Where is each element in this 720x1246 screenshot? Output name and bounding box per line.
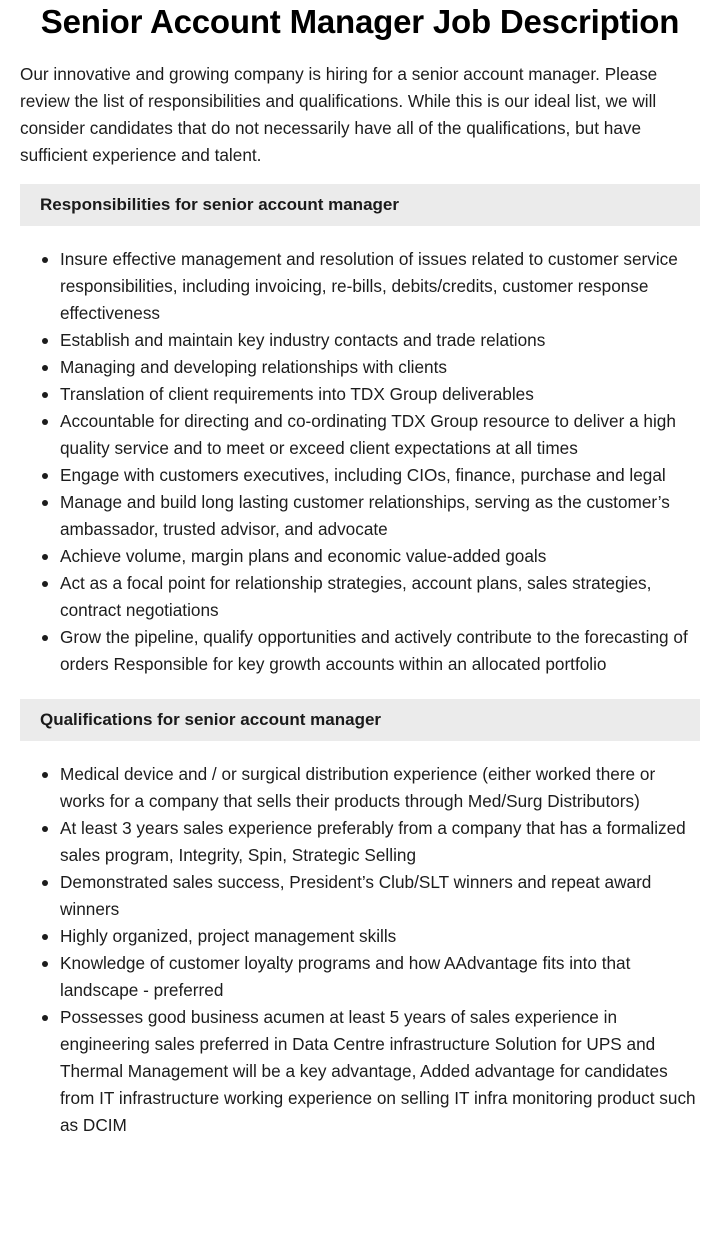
list-item: Insure effective management and resolution of issues related to customer service responsibilities, including invoicing, re-bills, debits/credits, customer response effectiveness [60, 246, 700, 327]
list-item: Accountable for directing and co-ordinating TDX Group resource to deliver a high quality service and to meet or exceed client expectations at all times [60, 408, 700, 462]
list-item: Grow the pipeline, qualify opportunities and actively contribute to the forecasting of orders Responsible for key growth accounts within an allocated portfolio [60, 624, 700, 678]
qualifications-list [20, 761, 700, 1139]
list-item: Engage with customers executives, including CIOs, finance, purchase and legal [60, 462, 700, 489]
list-item: At least 3 years sales experience preferably from a company that has a formalized sales program, Integrity, Spin, Strategic Selling [60, 815, 700, 869]
page-title: Senior Account Manager Job Description [40, 3, 680, 40]
list-item: Highly organized, project management skills [60, 923, 700, 950]
responsibilities-heading: Responsibilities for senior account manager [20, 184, 700, 226]
list-item: Knowledge of customer loyalty programs and how AAdvantage fits into that landscape - preferred [60, 950, 700, 1004]
list-item: Establish and maintain key industry contacts and trade relations [60, 327, 700, 354]
list-item: Act as a focal point for relationship strategies, account plans, sales strategies, contract negotiations [60, 570, 700, 624]
list-item: Achieve volume, margin plans and economic value-added goals [60, 543, 700, 570]
responsibilities-list [20, 246, 700, 678]
list-item: Demonstrated sales success, President’s Club/SLT winners and repeat award winners [60, 869, 700, 923]
intro-paragraph: Our innovative and growing company is hiring for a senior account manager. Please review the list of responsibilities and qualifications. While this is our ideal list, we will consider candidates that do not necessarily have all of the qualifications, but have sufficient experience and talent. [20, 64, 658, 165]
list-item: Possesses good business acumen at least 5 years of sales experience in engineering sales preferred in Data Centre infrastructure Solution for UPS and Thermal Management will be a key advantage, Added advantage for candidates from IT infrastructure working experience on selling IT infra monitoring product such as DCIM [60, 1004, 700, 1139]
list-item: Translation of client requirements into TDX Group deliverables [60, 381, 700, 408]
list-item: Managing and developing relationships with clients [60, 354, 700, 381]
list-item: Manage and build long lasting customer relationships, serving as the customer’s ambassador, trusted advisor, and advocate [60, 489, 700, 543]
qualifications-heading: Qualifications for senior account manager [20, 699, 700, 741]
list-item: Medical device and / or surgical distribution experience (either worked there or works for a company that sells their products through Med/Surg Distributors) [60, 761, 700, 815]
